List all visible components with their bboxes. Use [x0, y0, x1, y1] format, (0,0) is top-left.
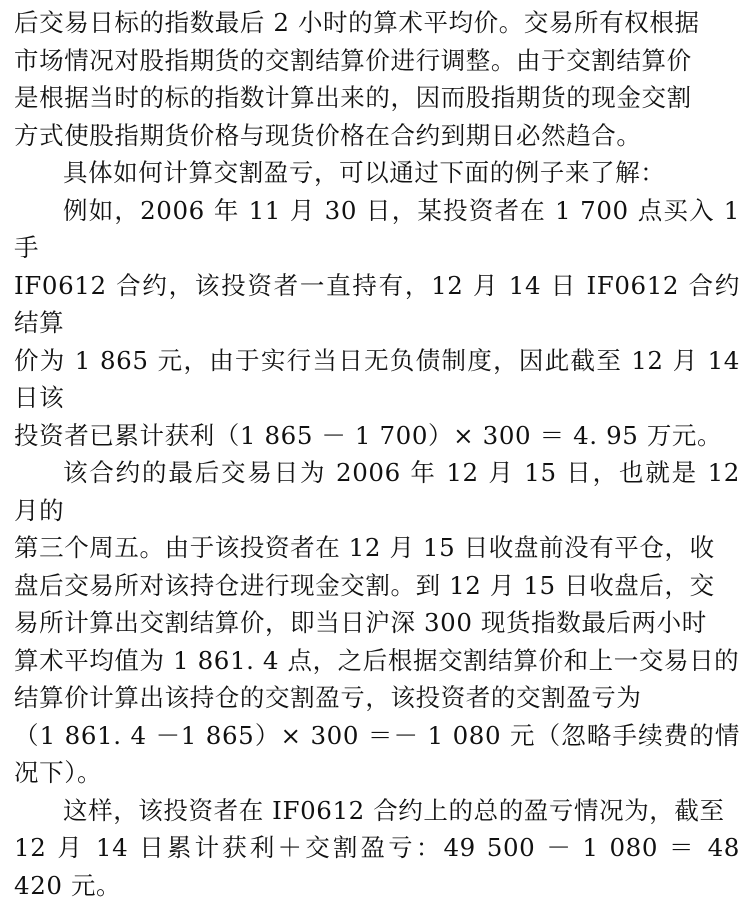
text-line: IF0612 合约，该投资者一直持有，12 月 14 日 IF0612 合约结算: [14, 271, 740, 338]
paragraph-settlement-price: [14, 4, 740, 154]
text-line: （1 861. 4 －1 865）× 300 ＝－ 1 080 元（忽略手续费的情况下）。: [14, 721, 740, 788]
text-line: 例如，2006 年 11 月 30 日，某投资者在 1 700 点买入 1 手: [14, 196, 740, 263]
text-line: 方式使股指期货价格与现货价格在合约到期日必然趋合。: [14, 121, 642, 150]
text-line: 12 月 14 日累计获利＋交割盈亏：49 500 － 1 080 ＝ 48 420 元。: [14, 833, 740, 900]
paragraph-example-buy: [14, 192, 740, 455]
text-line: 结算价计算出该持仓的交割盈亏，该投资者的交割盈亏为: [14, 683, 642, 712]
text-line: 后交易日标的指数最后 2 小时的算术平均价。交易所有权根据: [14, 8, 700, 37]
text-line: 第三个周五。由于该投资者在 12 月 15 日收盘前没有平仓，收: [14, 533, 715, 562]
text-line: 是根据当时的标的指数计算出来的，因而股指期货的现金交割: [14, 83, 692, 112]
text-line: 易所计算出交割结算价，即当日沪深 300 现货指数最后两小时: [14, 608, 707, 637]
paragraph-total-profit: [14, 792, 740, 904]
paragraph-intro-example: [14, 154, 740, 192]
text-line: 市场情况对股指期货的交割结算价进行调整。由于交割结算价: [14, 46, 692, 75]
paragraph-last-trading-day: [14, 454, 740, 792]
text-line: 投资者已累计获利（1 865 － 1 700）× 300 ＝ 4. 95 万元。: [14, 421, 722, 450]
text-line: 具体如何计算交割盈亏，可以通过下面的例子来了解：: [63, 158, 665, 187]
text-line: 盘后交易所对该持仓进行现金交割。到 12 月 15 日收盘后，交: [14, 571, 715, 600]
text-line: 价为 1 865 元，由于实行当日无负债制度，因此截至 12 月 14 日该: [14, 346, 740, 413]
text-line: 这样，该投资者在 IF0612 合约上的总的盈亏情况为，截至: [63, 796, 725, 825]
text-line: 该合约的最后交易日为 2006 年 12 月 15 日，也就是 12 月的: [14, 458, 740, 525]
text-line: 算术平均值为 1 861. 4 点，之后根据交割结算价和上一交易日的: [14, 646, 739, 675]
